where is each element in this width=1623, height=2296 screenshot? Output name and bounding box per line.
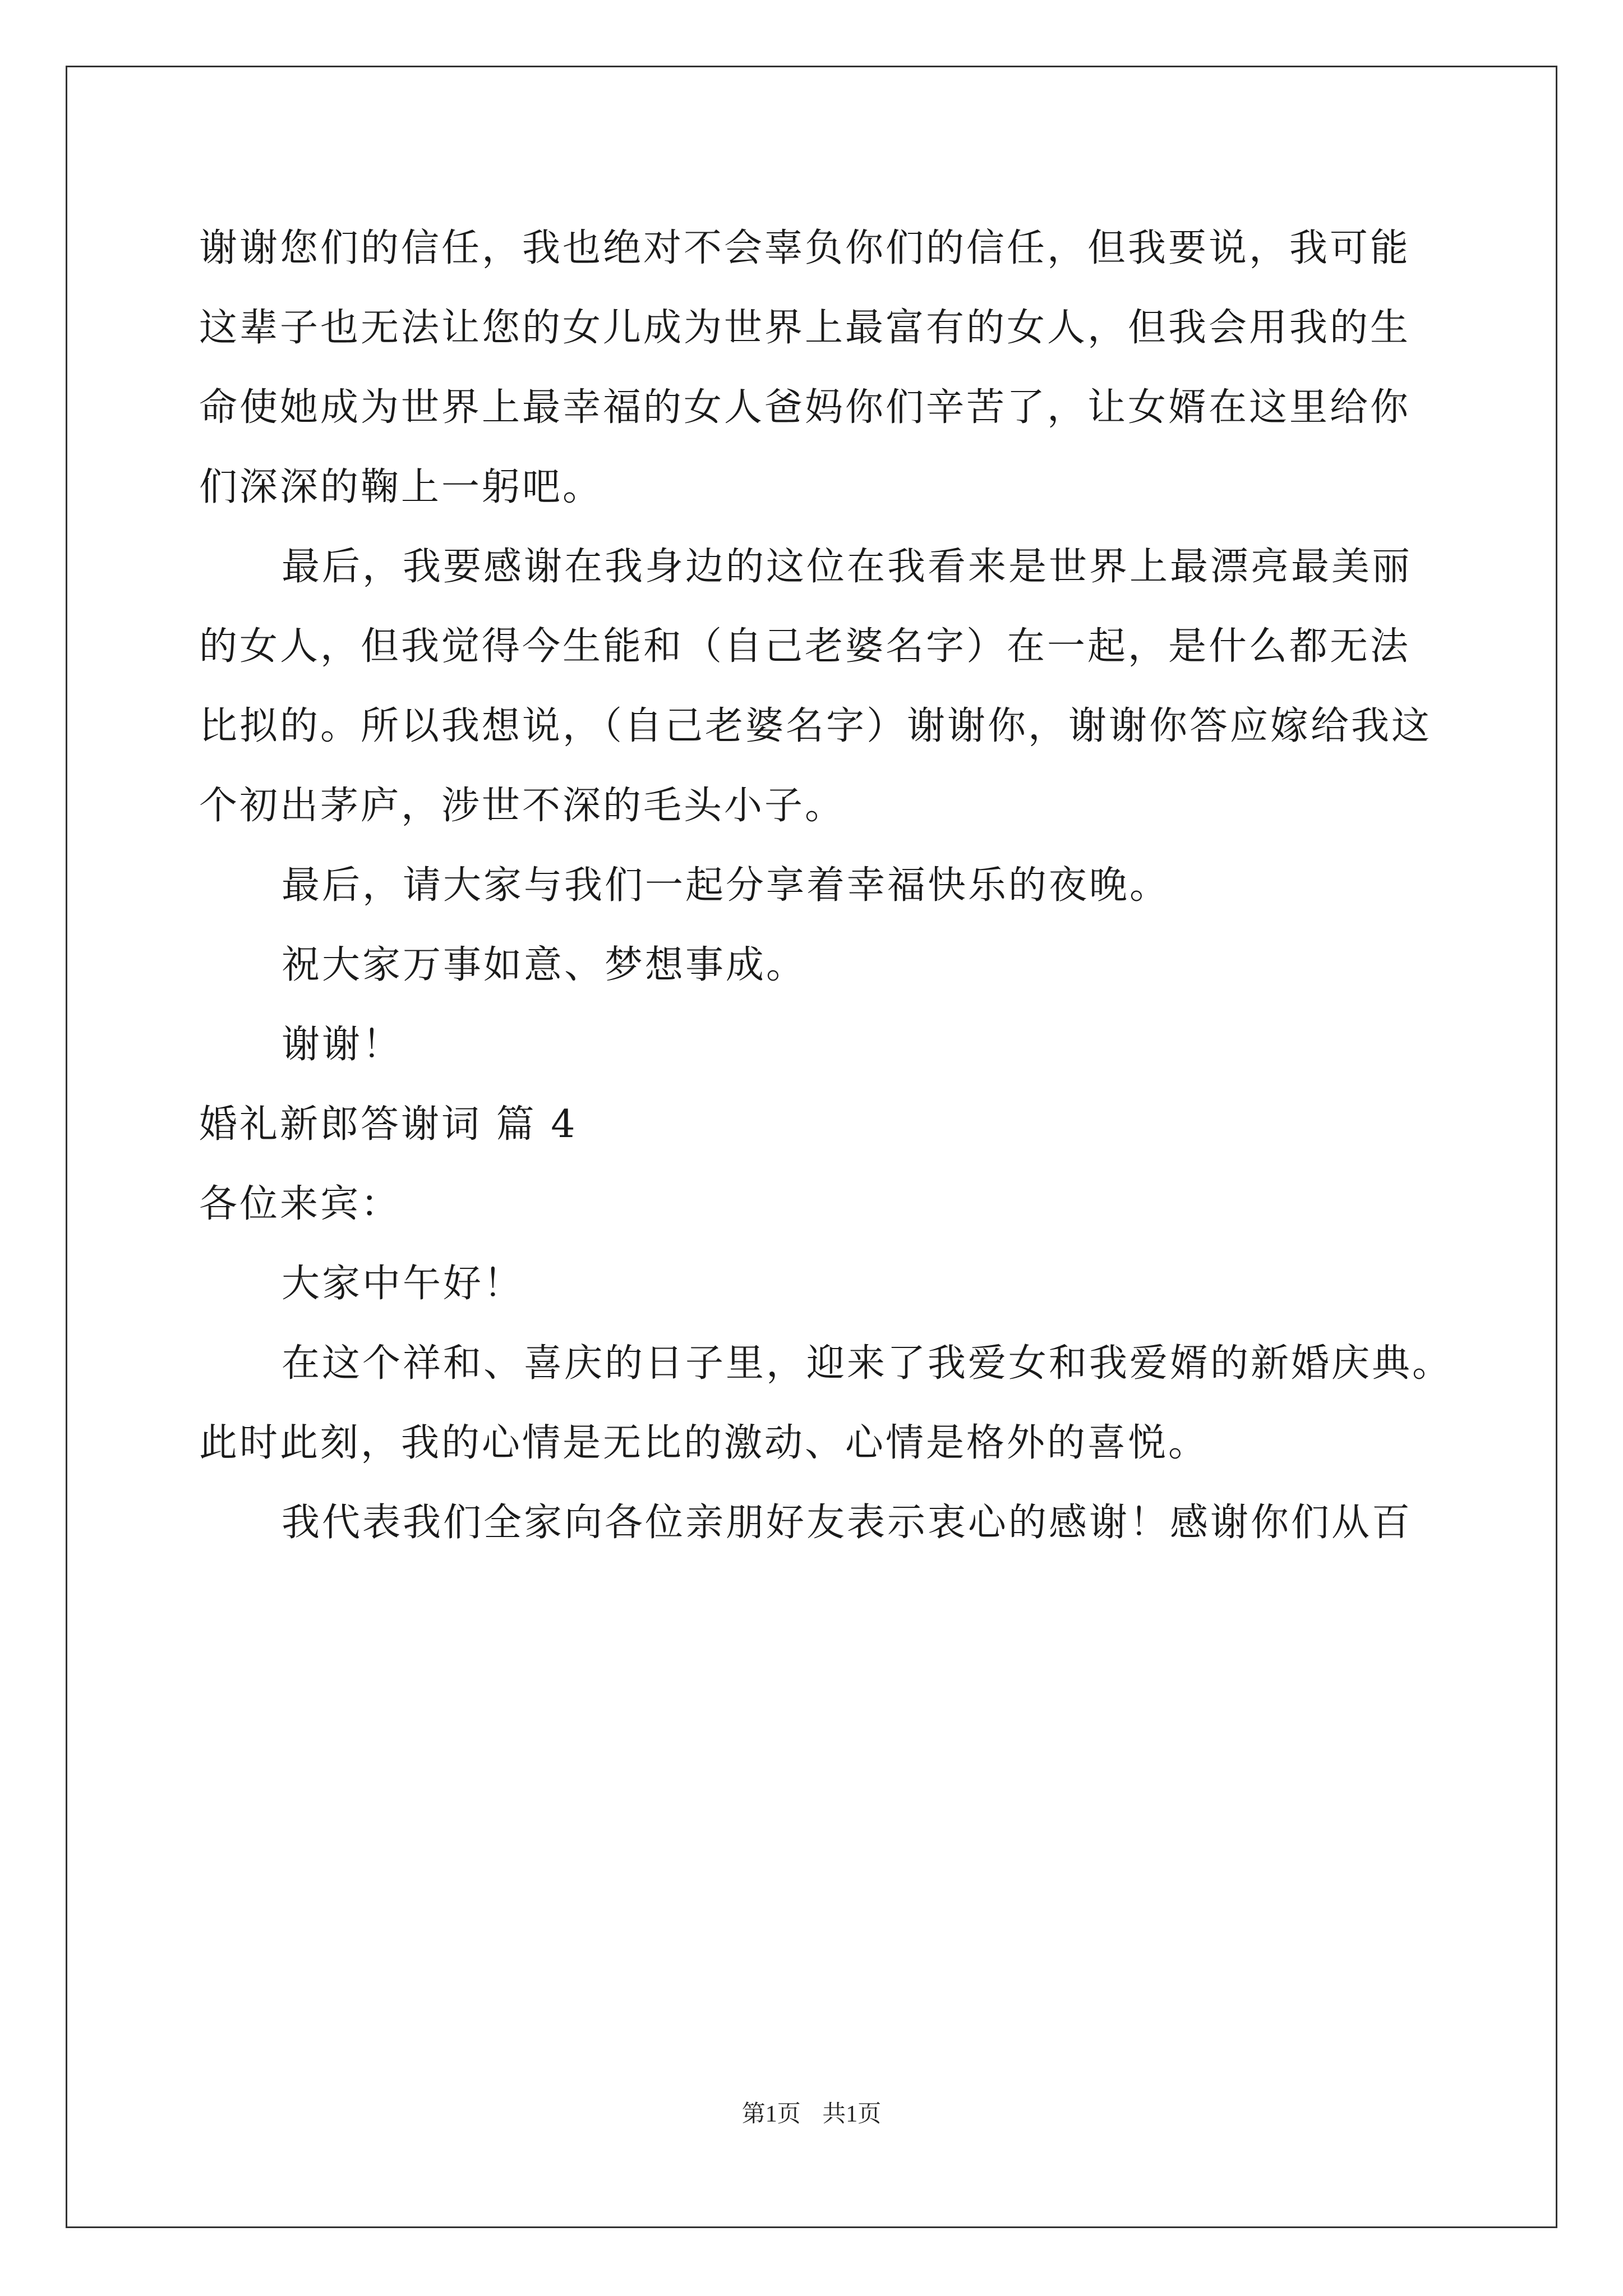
- page-footer: [0, 2095, 1623, 2129]
- page-number-current: 第1页: [741, 2101, 801, 2127]
- paragraph-line: 在这个祥和、喜庆的日子里，迎来了我爱女和我爱婿的新婚庆典。: [282, 1341, 1453, 1386]
- paragraph-line: 们深深的鞠上一躬吧。: [199, 465, 603, 509]
- paragraph-line: 我代表我们全家向各位亲朋好友表示衷心的感谢！感谢你们从百: [282, 1501, 1413, 1545]
- paragraph-line: 比拟的。所以我想说，（自己老婆名字）谢谢你，谢谢你答应嫁给我这: [199, 704, 1432, 748]
- paragraph-line: 祝大家万事如意、梦想事成。: [282, 943, 807, 987]
- paragraph-line: 命使她成为世界上最幸福的女人爸妈你们辛苦了，让女婿在这里给你: [199, 385, 1411, 430]
- page-number-total: 共1页: [822, 2101, 882, 2127]
- paragraph-line: 最后，我要感谢在我身边的这位在我看来是世界上最漂亮最美丽: [282, 545, 1413, 589]
- paragraph-line: 最后，请大家与我们一起分享着幸福快乐的夜晚。: [282, 863, 1170, 908]
- paragraph-line: 大家中午好！: [282, 1262, 524, 1306]
- paragraph-line: 谢谢！: [282, 1023, 403, 1067]
- paragraph-line: 谢谢您们的信任，我也绝对不会辜负你们的信任，但我要说，我可能: [199, 226, 1411, 270]
- paragraph-line: 这辈子也无法让您的女儿成为世界上最富有的女人，但我会用我的生: [199, 306, 1411, 350]
- salutation: 各位来宾：: [199, 1182, 402, 1226]
- section-heading: 婚礼新郎答谢词 篇 4: [199, 1102, 578, 1147]
- paragraph-line: 个初出茅庐，涉世不深的毛头小子。: [199, 784, 846, 828]
- paragraph-line: 的女人，但我觉得今生能和（自己老婆名字）在一起，是什么都无法: [199, 624, 1411, 669]
- paragraph-line: 此时此刻，我的心情是无比的激动、心情是格外的喜悦。: [199, 1421, 1209, 1465]
